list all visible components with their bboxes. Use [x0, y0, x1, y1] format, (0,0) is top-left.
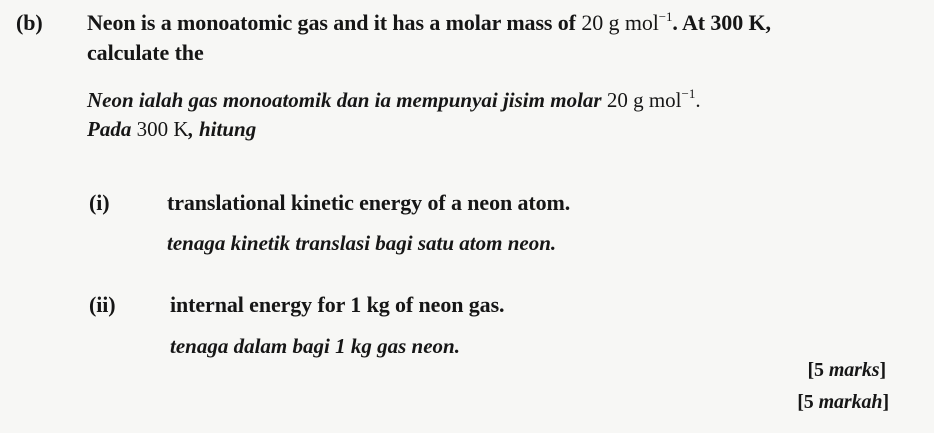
subpart-i-label: (i): [89, 190, 110, 215]
malay-stem-line1: [87, 88, 701, 113]
english-stem-line2: calculate the: [87, 40, 204, 65]
malay-stem-text: Neon ialah gas monoatomik dan ia mempunyai jisim molar: [87, 88, 607, 112]
malay-temperature: 300 K: [136, 117, 189, 141]
subpart-ii-english: internal energy for 1 kg of neon gas.: [170, 292, 505, 317]
marks-english: [807, 359, 886, 382]
english-stem-text: Neon is a monoatomic gas and it has a molar mass of: [87, 10, 582, 35]
subpart-ii-label: (ii): [89, 292, 116, 317]
malay-stem-line2: [87, 117, 256, 142]
marks-malay-text: [5 markah]: [797, 391, 889, 413]
subpart-i-english: translational kinetic energy of a neon atom.: [167, 190, 571, 215]
malay-stem-tail: .: [695, 88, 701, 112]
english-exponent: −1: [658, 8, 673, 24]
malay-hitung: , hitung: [188, 117, 257, 141]
malay-exponent: −1: [681, 86, 696, 101]
english-stem-line1: [87, 10, 771, 36]
malay-pada: Pada: [87, 117, 137, 141]
malay-molar-mass: 20 g mol: [606, 88, 682, 112]
english-stem-tail: . At 300 K,: [672, 10, 771, 35]
subpart-ii-malay: tenaga dalam bagi 1 kg gas neon.: [170, 334, 460, 358]
marks-english-text: [5 marks]: [807, 359, 886, 381]
subpart-i-malay: tenaga kinetik translasi bagi satu atom neon.: [167, 231, 557, 255]
marks-malay: [797, 391, 889, 414]
part-label: (b): [16, 10, 43, 35]
english-molar-mass: 20 g mol: [581, 10, 659, 35]
